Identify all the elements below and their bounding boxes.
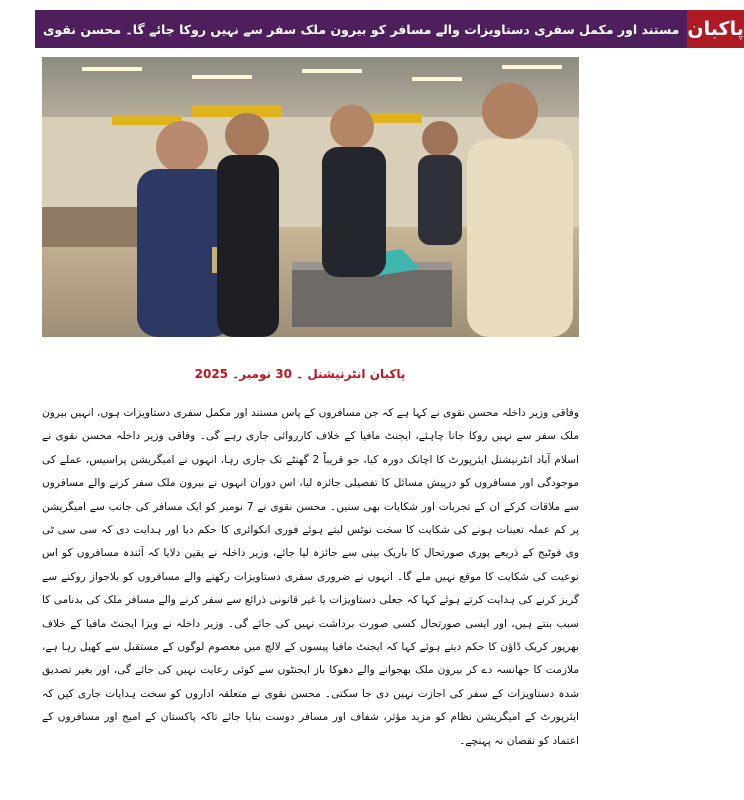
dateline: پاکبان انٹرنیشنل ۔ 30 نومبر۔ 2025 xyxy=(194,367,406,381)
airport-photo-illustration xyxy=(42,57,579,337)
person-background xyxy=(418,121,462,245)
article-body: وفاقی وزیر داخلہ محسن نقوی نے کہا ہے کہ جن مسافروں کے پاس مستند اور مکمل سفری دستاویزات ہوں، انہیں بیرون ملک سفر سے نہیں روکا جانا چاہئے، ایجنٹ مافیا کے خلاف کارروائی جاری رہے گی۔ وفاقی وزیر داخلہ محسن نقوی نے اسلام آباد انٹرنیشنل ایئرپورٹ کا اچانک دورہ کیا، جو قریباً 2 گھنٹے تک جاری رہا، انہوں نے امیگریشن پراسیس، عملے کی موجودگی اور مسافروں کو درپیش مسائل کا تفصیلی جائزہ لیا، اس دوران انہوں نے بیرون ملک سفر کرنے والے مسافروں سے ملاقات کرکے ان کے تجربات اور شکایات بھی سنیں۔ محسن نقوی نے 7 نومبر کو ایک مسافر کی جانب سے امیگریشن پر کم عملہ تعینات ہونے کی شکایت کا سخت نوٹس لیتے ہوئے فوری انکوائری کا حکم دیا اور ہدایت دی کہ سی سی ٹی وی فوٹیج کے ذریعے پوری صورتحال کا باریک بینی سے جائزہ لیا جائے، وزیر داخلہ نے یقین دلایا کہ آئندہ مسافروں کو اس نوعیت کی شکایت کا موقع نہیں ملے گا۔ انہوں نے ضروری سفری دستاویزات رکھنے والے مسافروں کو بلاجواز روکنے سے گریز کرنے کی ہدایت کرتے ہوئے کہا کہ جعلی دستاویزات یا غیر قانونی ذرائع سے سفر کرنے والے مسافر ملک کی بدنامی کا سبب بنتے ہیں، اور ایسی صورتحال کسی صورت برداشت نہیں کی جائے گی۔ وزیر داخلہ نے ویزا ایجنٹ مافیا کے خلاف بھرپور کریک ڈاؤن کا حکم دیتے ہوئے کہا کہ ایجنٹ مافیا پیسوں کے لالچ میں معصوم لوگوں کے مستقبل سے کھیل رہا ہے، ملازمت کا جھانسہ دے کر بیرون ملک بھجوانے والے دھوکا باز ایجنٹوں سے کوئی رعایت نہیں کی جائے گی، اور بغیر تصدیق شدہ دستاویزات کے سفر کی اجازت نہیں دی جا سکتی۔ محسن نقوی نے متعلقہ اداروں کو سخت ہدایات جاری کیں کہ ایئرپورٹ کے امیگریشن نظام کو مزید مؤثر، شفاف اور مسافر دوست بنایا جائے تاکہ پاکستان کے امیج اور مسافروں کے اعتماد کو نقصان نہ پہنچے۔ xyxy=(42,407,579,747)
news-photo xyxy=(42,57,579,337)
brand-label: پاکبان xyxy=(687,10,743,48)
headline: مستند اور مکمل سفری دستاویزات والے مسافر کو بیرون ملک سفر سے نہیں روکا جائے گا۔ محسن نقوی xyxy=(35,10,687,48)
article-header xyxy=(35,10,744,48)
